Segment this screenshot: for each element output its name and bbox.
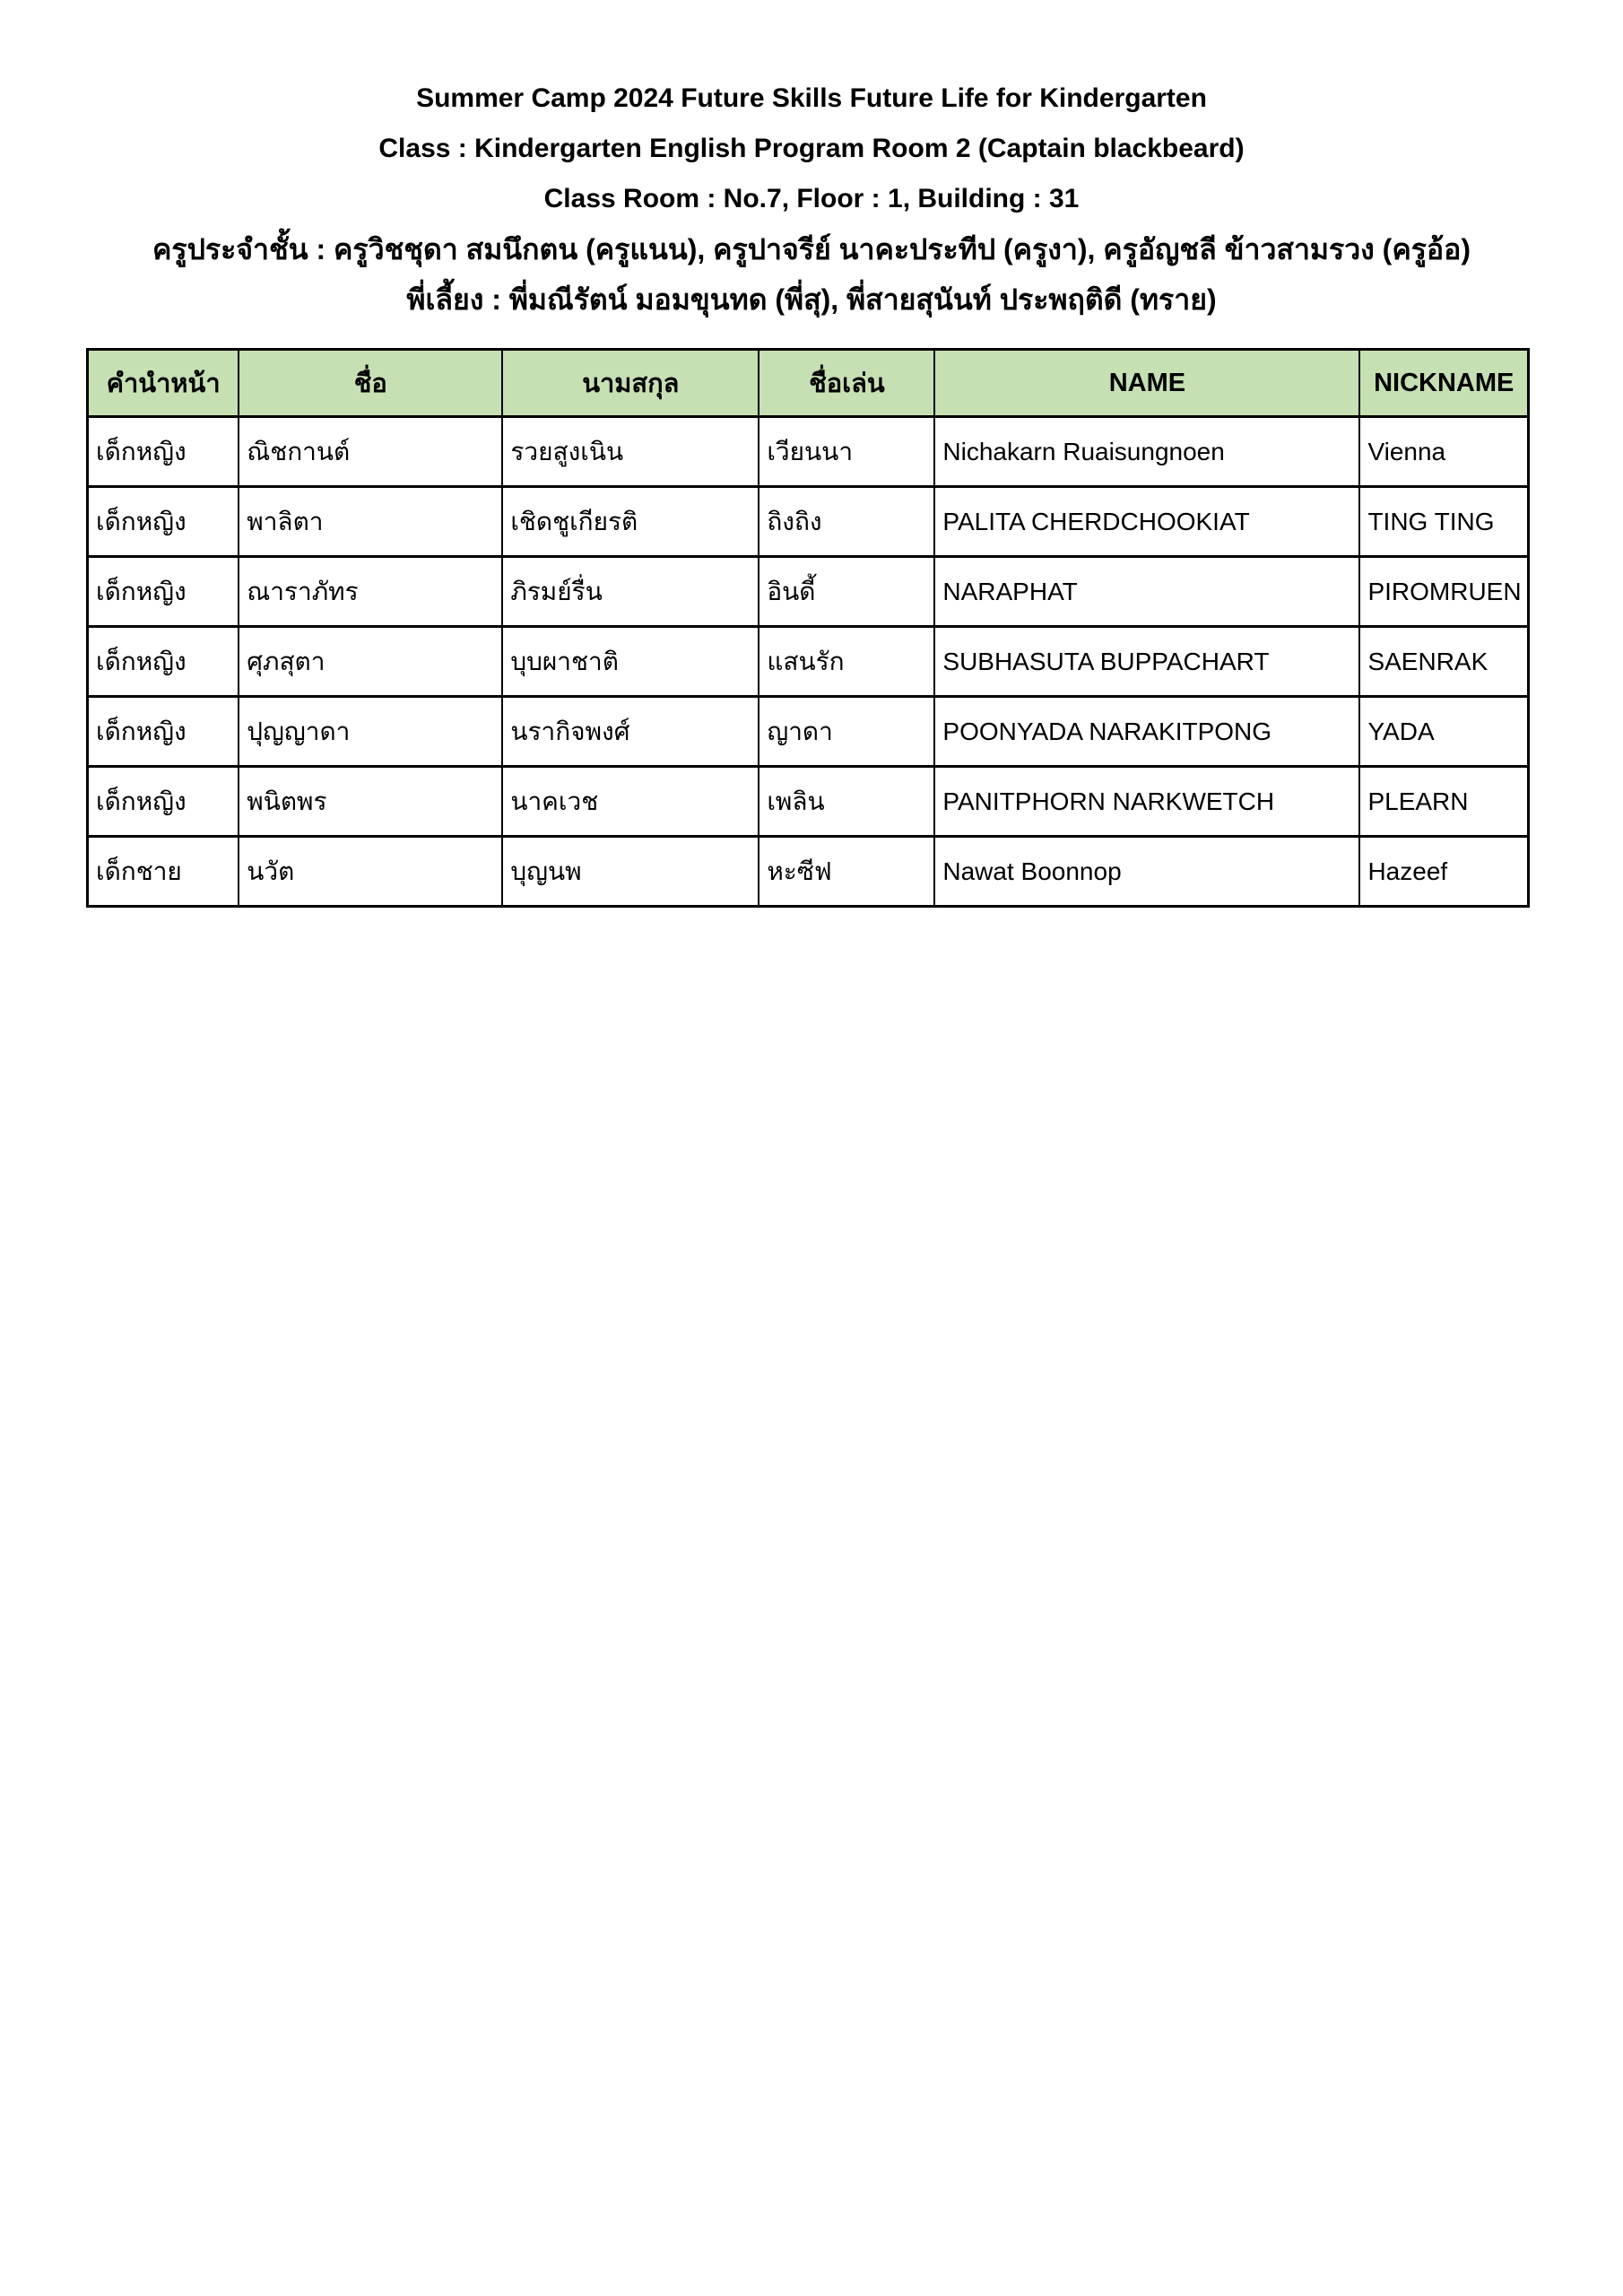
table-header-row <box>88 350 1529 417</box>
assistants-line: พี่เลี้ยง : พี่มณีรัตน์ มอมขุนทด (พี่สุ), พี่สายสุนันท์ ประพฤติดี (ทราย) <box>406 283 1217 316</box>
cell-nickname-th: ถิงถิง <box>759 487 934 557</box>
cell-last-name: เชิดชูเกียรติ <box>502 487 759 557</box>
cell-prefix: เด็กหญิง <box>88 767 239 837</box>
cell-prefix: เด็กหญิง <box>88 487 239 557</box>
cell-name-en: SUBHASUTA BUPPACHART <box>934 627 1359 697</box>
cell-nickname-th: แสนรัก <box>759 627 934 697</box>
cell-last-name: บุญนพ <box>502 837 759 907</box>
student-roster-table <box>86 348 1530 908</box>
cell-name-en: POONYADA NARAKITPONG <box>934 697 1359 767</box>
table-row <box>88 417 1529 487</box>
column-header-nickname-th: ชื่อเล่น <box>759 350 934 417</box>
table-row <box>88 837 1529 907</box>
cell-prefix: เด็กหญิง <box>88 557 239 627</box>
cell-nickname-en: YADA <box>1359 697 1528 767</box>
cell-first-name: พนิตพร <box>239 767 502 837</box>
cell-name-en: Nichakarn Ruaisungnoen <box>934 417 1359 487</box>
cell-last-name: ภิรมย์รื่น <box>502 557 759 627</box>
cell-nickname-en: Hazeef <box>1359 837 1528 907</box>
cell-last-name: นรากิจพงศ์ <box>502 697 759 767</box>
cell-name-en: NARAPHAT <box>934 557 1359 627</box>
column-header-prefix: คำนำหน้า <box>88 350 239 417</box>
cell-first-name: ปุญญาดา <box>239 697 502 767</box>
table-row <box>88 627 1529 697</box>
document-title: Summer Camp 2024 Future Skills Future Life for Kindergarten <box>416 83 1207 113</box>
cell-nickname-en: PIROMRUEN <box>1359 557 1528 627</box>
column-header-last-name: นามสกุล <box>502 350 759 417</box>
teachers-line: ครูประจำชั้น : ครูวิชชุดา สมนึกตน (ครูแนน), ครูปาจรีย์ นาคะประทีป (ครูงา), ครูอัญชลี ข้าวสามรวง (ครูอ้อ) <box>152 233 1471 265</box>
cell-first-name: พาลิตา <box>239 487 502 557</box>
column-header-first-name: ชื่อ <box>239 350 502 417</box>
cell-nickname-en: SAENRAK <box>1359 627 1528 697</box>
cell-name-en: PANITPHORN NARKWETCH <box>934 767 1359 837</box>
cell-last-name: รวยสูงเนิน <box>502 417 759 487</box>
cell-first-name: ณิชกานต์ <box>239 417 502 487</box>
table-row <box>88 767 1529 837</box>
table-row <box>88 487 1529 557</box>
document-header <box>0 74 1623 325</box>
cell-prefix: เด็กหญิง <box>88 417 239 487</box>
cell-first-name: ศุภสุตา <box>239 627 502 697</box>
cell-nickname-th: อินดี้ <box>759 557 934 627</box>
cell-last-name: บุบผาชาติ <box>502 627 759 697</box>
cell-first-name: นวัต <box>239 837 502 907</box>
column-header-name-en: NAME <box>934 350 1359 417</box>
cell-last-name: นาคเวช <box>502 767 759 837</box>
class-line: Class : Kindergarten English Program Room 2 (Captain blackbeard) <box>378 134 1245 163</box>
cell-nickname-en: PLEARN <box>1359 767 1528 837</box>
cell-first-name: ณาราภัทร <box>239 557 502 627</box>
cell-nickname-th: หะซีฟ <box>759 837 934 907</box>
cell-prefix: เด็กหญิง <box>88 697 239 767</box>
cell-name-en: Nawat Boonnop <box>934 837 1359 907</box>
cell-name-en: PALITA CHERDCHOOKIAT <box>934 487 1359 557</box>
cell-nickname-th: ญาดา <box>759 697 934 767</box>
cell-nickname-en: TING TING <box>1359 487 1528 557</box>
cell-prefix: เด็กหญิง <box>88 627 239 697</box>
cell-prefix: เด็กชาย <box>88 837 239 907</box>
column-header-nickname-en: NICKNAME <box>1359 350 1528 417</box>
table-row <box>88 557 1529 627</box>
cell-nickname-th: เวียนนา <box>759 417 934 487</box>
classroom-line: Class Room : No.7, Floor : 1, Building : 31 <box>543 184 1080 213</box>
table-row <box>88 697 1529 767</box>
cell-nickname-th: เพลิน <box>759 767 934 837</box>
cell-nickname-en: Vienna <box>1359 417 1528 487</box>
